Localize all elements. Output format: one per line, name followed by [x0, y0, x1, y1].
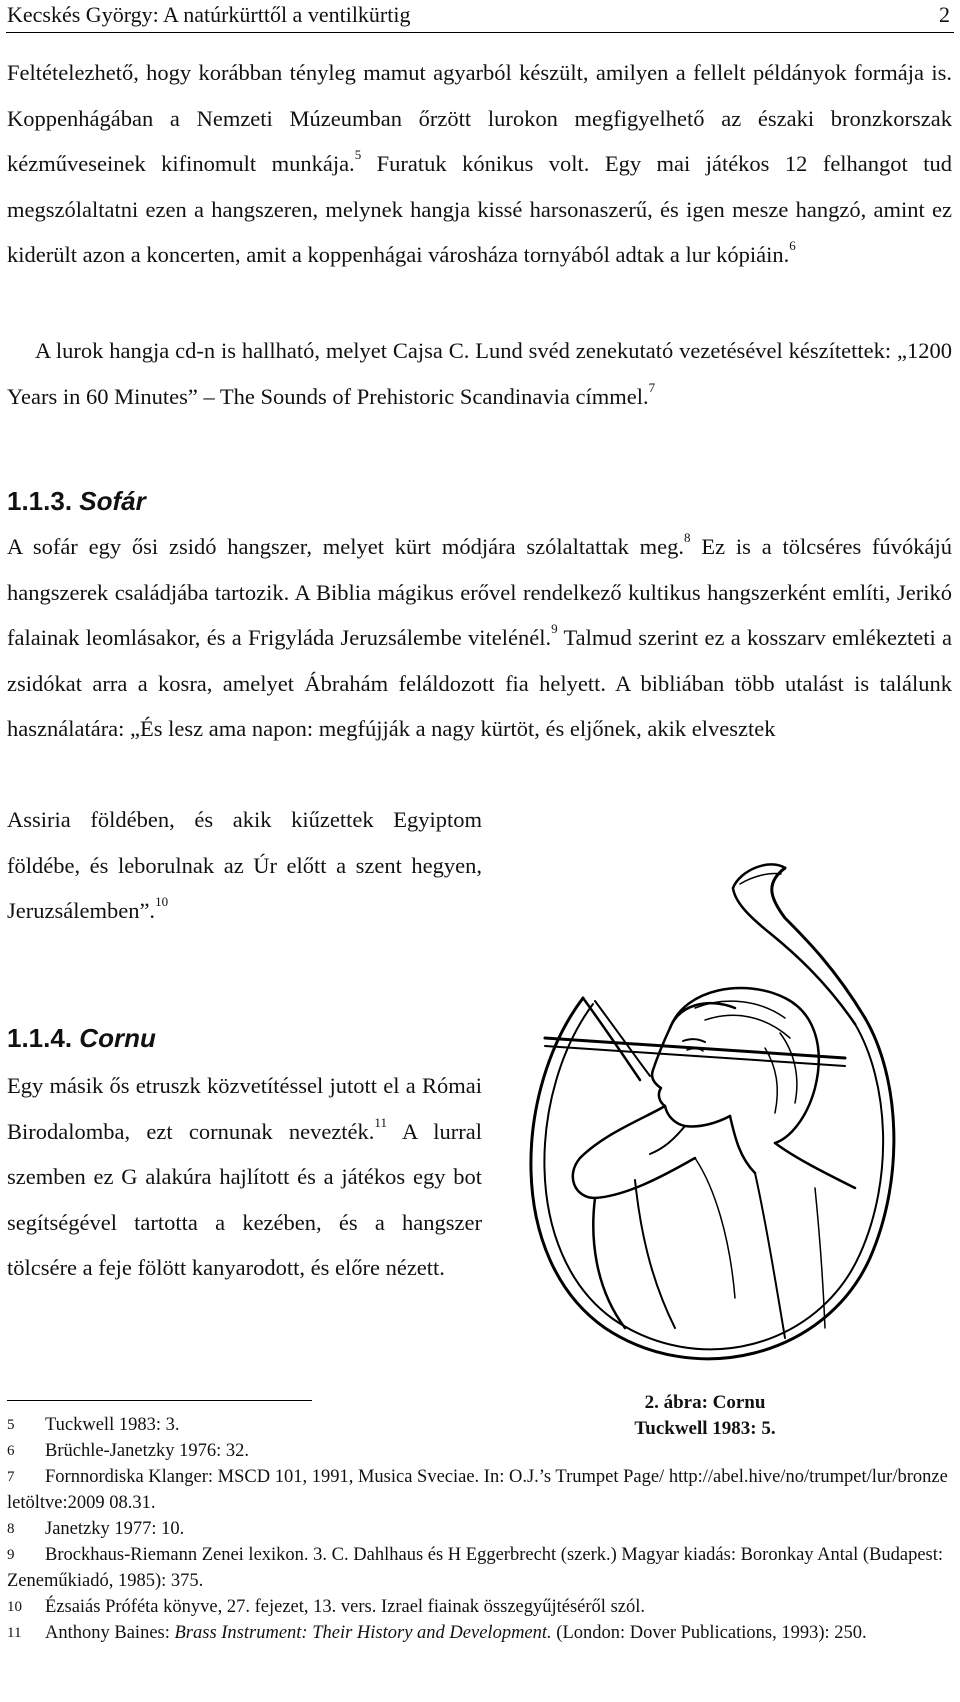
section-heading-sofar: [7, 485, 146, 517]
paragraph-text: Ez is a tölcséres fúvókájú hangszerek családjába tartozik. A Biblia mágikus erővel rendelkező kultikus hangszerként említi, Jerikó falainak leomlásakor, és a Frigyláda Jeruzsálembe vitelénél.: [7, 534, 953, 650]
footnotes: [7, 1412, 952, 1646]
footnote-6: [7, 1438, 952, 1464]
footnote-9: [7, 1542, 952, 1594]
figure-caption-source: Tuckwell 1983: 5.: [634, 1418, 776, 1439]
paragraph-cornu: [7, 1063, 482, 1291]
header-rule: [6, 32, 954, 33]
footnote-text: Brockhaus-Riemann Zenei lexikon. 3. C. Dahlhaus és H Eggerbrecht (szerk.) Magyar kiadás: Boronkay Antal (Budapest: Zeneműkiadó, 1985): 375.: [7, 1545, 944, 1591]
footnote-number: 5: [7, 1417, 15, 1433]
paragraph-text: A lurok hangja cd-n is hallható, melyet Cajsa C. Lund svéd zenekutató vezetésével készítettek: „1200 Years in 60 Minutes” – The Sounds of Prehistoric Scandinavia címmel.: [7, 338, 952, 409]
section-title: Sofár: [79, 486, 146, 516]
footnote-8: [7, 1516, 952, 1542]
footnote-text: Ézsaiás Próféta könyve, 27. fejezet, 13. vers. Izrael fiainak összegyűjtéséről szól.: [45, 1597, 645, 1617]
footnote-ref[interactable]: 6: [789, 238, 796, 253]
footnote-11: [7, 1620, 952, 1646]
footnote-text: (London: Dover Publications, 1993): 250.: [551, 1623, 867, 1643]
footnote-number: 7: [7, 1469, 15, 1485]
section-title: Cornu: [79, 1023, 156, 1053]
footnote-rule: [7, 1400, 312, 1401]
footnote-ref[interactable]: 11: [374, 1114, 387, 1130]
paragraph-text: A lurral szemben ez G alakúra hajlított és a játékos egy bot segítségével tartotta a kezében, és a hangszer tölcsére a feje fölött kanyarodott, és előre nézett.: [7, 1118, 482, 1280]
paragraph-text: Egy másik ős etruszk közvetítéssel jutott el a Római Birodalomba, ezt cornunak nevezték.: [7, 1073, 482, 1144]
footnote-ref[interactable]: 7: [648, 379, 656, 395]
section-heading-cornu: [7, 1022, 156, 1054]
paragraph-sofar-wrap: [7, 797, 482, 934]
paragraph-text: Assiria földében, és akik kiűzettek Egyiptom földébe, és leborulnak az Úr előtt a szent hegyen, Jeruzsálemben”.: [7, 807, 482, 923]
paragraph-text: Talmud szerint ez a kosszarv emlékezteti a zsidókat arra a kosra, amelyet Ábrahám feláldozott fia helyett. A bibliában több utalást is találunk használatára: „És lesz ama napon: megfújják a nagy kürtöt, és eljőnek, akik elvesztek: [7, 625, 952, 741]
footnote-ref[interactable]: 9: [551, 621, 558, 636]
paragraph-text: A sofár egy ősi zsidó hangszer, melyet kürt módjára szólaltattak meg.: [7, 534, 685, 559]
page-number: 2: [939, 2, 950, 27]
footnote-text: Anthony Baines:: [45, 1623, 175, 1643]
footnote-ref[interactable]: 5: [354, 147, 362, 162]
footnote-text: Tuckwell 1983: 3.: [45, 1415, 180, 1435]
paragraph-text: Furatuk kónikus volt. Egy mai játékos 12 felhangot tud megszólaltatni ezen a hangszeren, melynek hangja kissé harsonaszerű, és igen mesze hangzó, amint ez kiderült azon a koncerten, amit a koppenhágai városháza tornyából adtak a lur kópiáin.: [7, 151, 952, 267]
paragraph-lur-cd: [7, 328, 952, 419]
section-number: 1.1.3.: [7, 486, 73, 516]
section-number: 1.1.4.: [7, 1023, 73, 1053]
footnote-ref[interactable]: 10: [155, 894, 169, 909]
footnote-text: Brüchle-Janetzky 1976: 32.: [45, 1441, 249, 1461]
footnote-5: [7, 1412, 952, 1438]
footnote-10: [7, 1594, 952, 1620]
footnote-text: Fornnordiska Klanger: MSCD 101, 1991, Musica Sveciae. In: O.J.’s Trumpet Page/ http://abel.hive/no/trumpet/lur/bronze letöltve:2009 08.31.: [7, 1467, 948, 1513]
footnote-text: Janetzky 1977: 10.: [45, 1519, 185, 1539]
footnote-number: 8: [7, 1521, 15, 1537]
footnote-number: 9: [7, 1547, 15, 1563]
footnote-book-title: Brass Instrument: Their History and Development.: [174, 1623, 552, 1643]
footnote-number: 6: [7, 1443, 15, 1459]
footnote-number: 11: [7, 1625, 22, 1641]
paragraph-sofar: [7, 524, 952, 752]
figure-caption-title: 2. ábra: Cornu: [644, 1392, 766, 1413]
footnote-number: 10: [7, 1599, 22, 1615]
cornu-player-illustration: [485, 858, 950, 1398]
footnote-ref[interactable]: 8: [684, 530, 691, 545]
paragraph-lur: [7, 50, 952, 278]
paragraph-text: Feltételezhető, hogy korábban tényleg mamut agyarból készült, amilyen a fellelt példányok formája is. Koppenhágában a Nemzeti Múzeumban őrzött lurokon megfigyelhető az északi bronzkorszak kézműveseinek kifinomult munkája.: [7, 60, 952, 176]
running-header-title: Kecskés György: A natúrkürttől a ventilkürtig: [7, 2, 411, 27]
footnote-7: [7, 1464, 952, 1516]
